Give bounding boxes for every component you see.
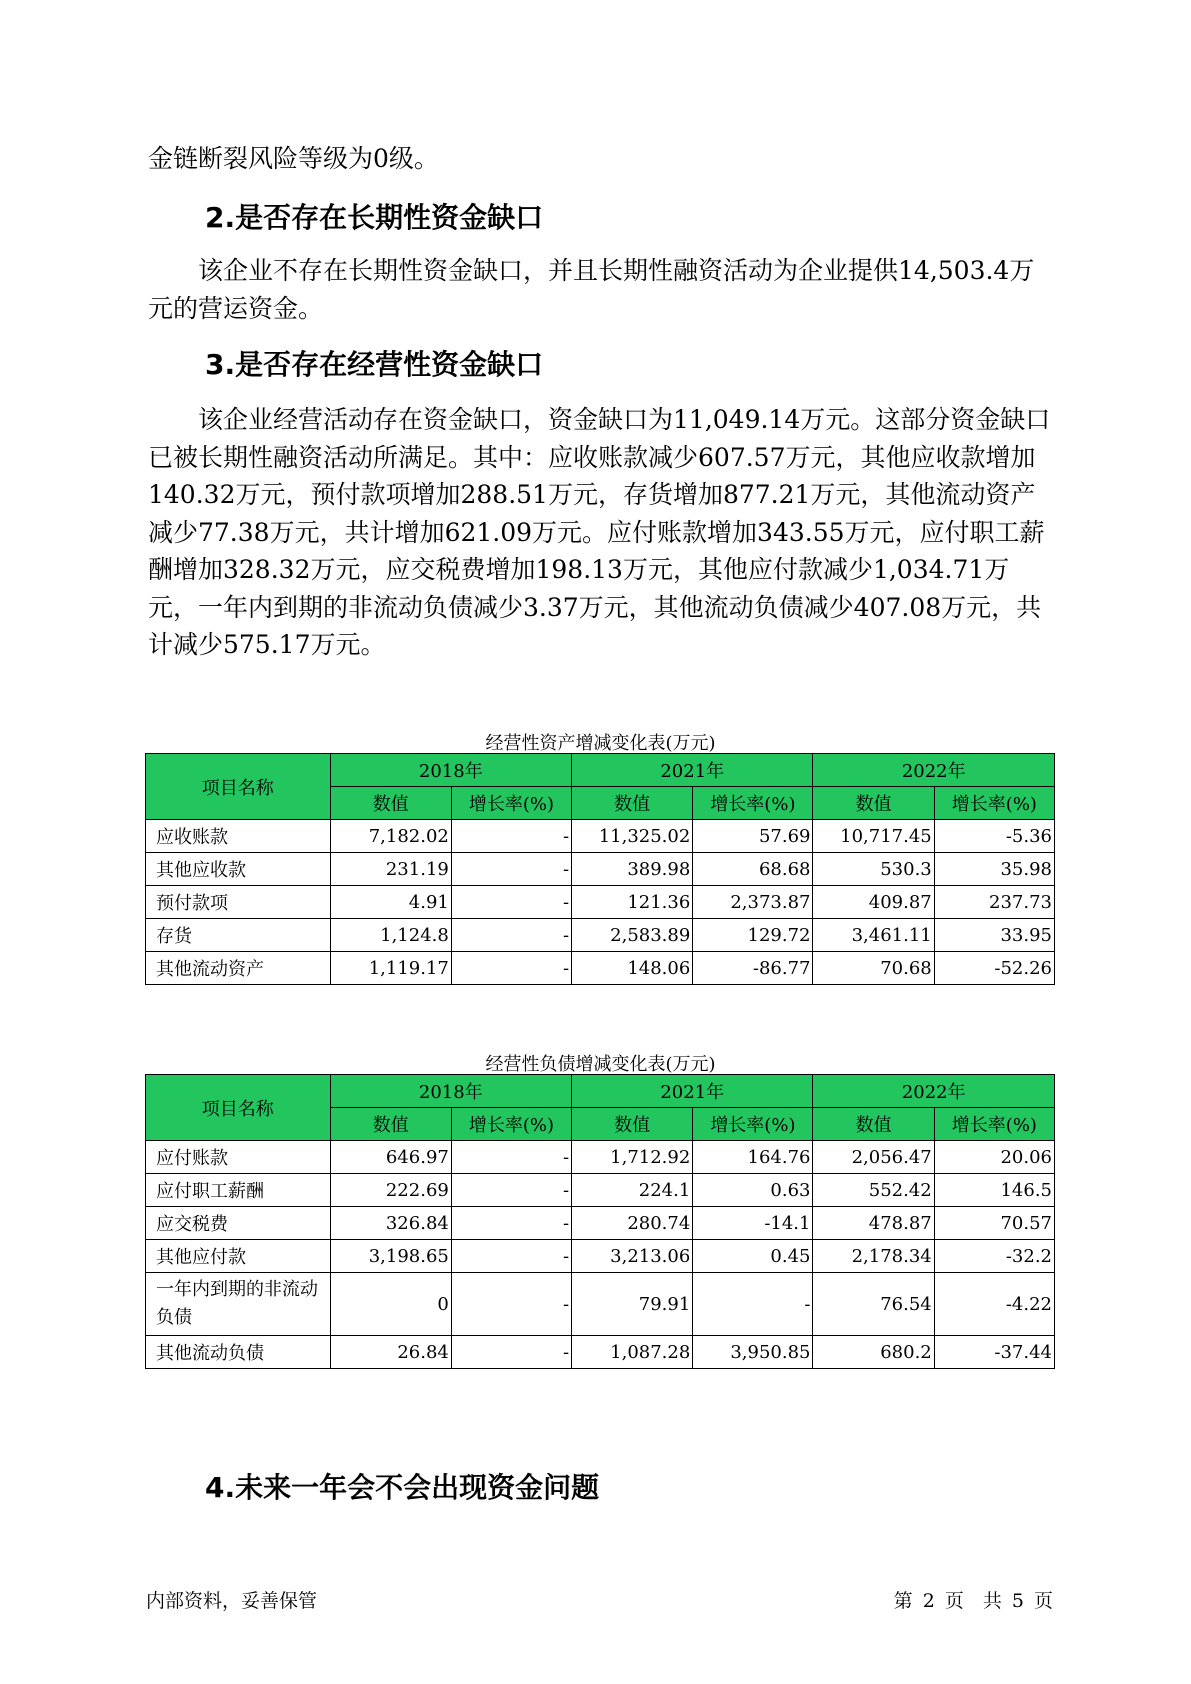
cell-value: 224.1	[572, 1174, 693, 1207]
table-row	[146, 1174, 1055, 1207]
table-row	[146, 1207, 1055, 1240]
cell-growth: 0.45	[693, 1240, 813, 1273]
cell-value: 7,182.02	[330, 820, 451, 853]
cell-growth: -	[451, 1336, 571, 1369]
header-year-2022: 2022年	[813, 1075, 1055, 1108]
table-row	[146, 853, 1055, 886]
header-year-2021: 2021年	[572, 1075, 813, 1108]
header-growth: 增长率(%)	[693, 787, 813, 820]
cell-value: 552.42	[813, 1174, 934, 1207]
footer-page-number: 第 2 页 共 5 页	[893, 1590, 1053, 1612]
cell-value: 680.2	[813, 1336, 934, 1369]
table-row	[146, 886, 1055, 919]
header-value: 数值	[813, 1108, 934, 1141]
cell-value: 11,325.02	[572, 820, 693, 853]
row-label: 其他应付款	[146, 1240, 331, 1273]
cell-growth: -	[451, 853, 571, 886]
table-row	[146, 1336, 1055, 1369]
table-row	[146, 1273, 1055, 1336]
cell-growth: -	[451, 820, 571, 853]
cell-value: 121.36	[572, 886, 693, 919]
cell-growth: -86.77	[693, 952, 813, 985]
row-label: 其他应收款	[146, 853, 331, 886]
cell-value: 26.84	[330, 1336, 451, 1369]
cell-value: 646.97	[330, 1141, 451, 1174]
cell-growth: -	[451, 1273, 571, 1336]
row-label: 应收账款	[146, 820, 331, 853]
cell-growth: 20.06	[934, 1141, 1054, 1174]
section-heading-2: 2.是否存在长期性资金缺口	[205, 201, 544, 234]
cell-growth: -	[451, 1207, 571, 1240]
table-caption-assets: 经营性资产增减变化表(万元)	[485, 733, 716, 754]
cell-value: 1,087.28	[572, 1336, 693, 1369]
cell-growth: 129.72	[693, 919, 813, 952]
paragraph-risk-level: 金链断裂风险等级为0级。	[148, 144, 439, 173]
cell-value: 70.68	[813, 952, 934, 985]
cell-value: 4.91	[330, 886, 451, 919]
cell-value: 222.69	[330, 1174, 451, 1207]
cell-value: 478.87	[813, 1207, 934, 1240]
header-year-2022: 2022年	[813, 754, 1055, 787]
cell-value: 3,461.11	[813, 919, 934, 952]
cell-growth: 68.68	[693, 853, 813, 886]
cell-growth: -	[451, 886, 571, 919]
header-growth: 增长率(%)	[934, 1108, 1054, 1141]
table-row	[146, 952, 1055, 985]
header-value: 数值	[572, 787, 693, 820]
cell-value: 1,712.92	[572, 1141, 693, 1174]
header-growth: 增长率(%)	[693, 1108, 813, 1141]
row-label: 预付款项	[146, 886, 331, 919]
header-item-name: 项目名称	[146, 754, 331, 820]
cell-value: 1,119.17	[330, 952, 451, 985]
header-value: 数值	[572, 1108, 693, 1141]
cell-value: 2,178.34	[813, 1240, 934, 1273]
row-label: 存货	[146, 919, 331, 952]
cell-value: 530.3	[813, 853, 934, 886]
header-item-name: 项目名称	[146, 1075, 331, 1141]
cell-growth: -	[451, 1141, 571, 1174]
cell-value: 2,583.89	[572, 919, 693, 952]
cell-growth: 164.76	[693, 1141, 813, 1174]
cell-value: 79.91	[572, 1273, 693, 1336]
cell-value: 326.84	[330, 1207, 451, 1240]
row-label: 其他流动负债	[146, 1336, 331, 1369]
operating-liabilities-table	[145, 1074, 1055, 1369]
cell-value: 3,198.65	[330, 1240, 451, 1273]
cell-value: 2,056.47	[813, 1141, 934, 1174]
header-growth: 增长率(%)	[451, 1108, 571, 1141]
table-caption-liabilities: 经营性负债增减变化表(万元)	[485, 1054, 716, 1075]
cell-growth: 2,373.87	[693, 886, 813, 919]
cell-value: 409.87	[813, 886, 934, 919]
cell-growth: -5.36	[934, 820, 1054, 853]
cell-growth: 35.98	[934, 853, 1054, 886]
header-year-2018: 2018年	[330, 1075, 571, 1108]
row-label: 应付账款	[146, 1141, 331, 1174]
footer-confidential-note: 内部资料，妥善保管	[146, 1590, 318, 1612]
cell-growth: -14.1	[693, 1207, 813, 1240]
cell-value: 0	[330, 1273, 451, 1336]
paragraph-operating-gap: 该企业经营活动存在资金缺口，资金缺口为11,049.14万元。这部分资金缺口已被长期性融资活动所满足。其中：应收账款减少607.57万元，其他应收款增加140.32万元，预付款项增加288.51万元，存货增加877.21万元，其他流动资产减少77.38万元，共计增加621.09万元。应付账款增加343.55万元，应付职工薪酬增加328.32万元，应交税费增加198.13万元，其他应付款减少1,034.71万元，一年内到期的非流动负债减少3.37万元，其他流动负债减少407.08万元，共计减少575.17万元。	[148, 405, 1051, 659]
cell-value: 389.98	[572, 853, 693, 886]
cell-value: 231.19	[330, 853, 451, 886]
cell-growth: -	[451, 1240, 571, 1273]
section-heading-4: 4.未来一年会不会出现资金问题	[205, 1471, 600, 1504]
header-year-2021: 2021年	[572, 754, 813, 787]
row-label: 应交税费	[146, 1207, 331, 1240]
cell-growth: -32.2	[934, 1240, 1054, 1273]
cell-growth: -	[451, 952, 571, 985]
operating-assets-table	[145, 753, 1055, 985]
row-label: 其他流动资产	[146, 952, 331, 985]
cell-growth: 33.95	[934, 919, 1054, 952]
cell-growth: 0.63	[693, 1174, 813, 1207]
cell-value: 280.74	[572, 1207, 693, 1240]
table-row	[146, 1240, 1055, 1273]
header-value: 数值	[813, 787, 934, 820]
cell-value: 1,124.8	[330, 919, 451, 952]
cell-growth: -	[451, 919, 571, 952]
cell-growth: 70.57	[934, 1207, 1054, 1240]
cell-growth: 57.69	[693, 820, 813, 853]
header-value: 数值	[330, 787, 451, 820]
cell-value: 10,717.45	[813, 820, 934, 853]
cell-value: 76.54	[813, 1273, 934, 1336]
header-value: 数值	[330, 1108, 451, 1141]
cell-growth: -52.26	[934, 952, 1054, 985]
header-year-2018: 2018年	[330, 754, 571, 787]
cell-growth: 146.5	[934, 1174, 1054, 1207]
table-row	[146, 919, 1055, 952]
cell-growth: -	[693, 1273, 813, 1336]
table-row	[146, 820, 1055, 853]
cell-value: 3,213.06	[572, 1240, 693, 1273]
cell-growth: -37.44	[934, 1336, 1054, 1369]
row-label: 应付职工薪酬	[146, 1174, 331, 1207]
header-growth: 增长率(%)	[934, 787, 1054, 820]
section-heading-3: 3.是否存在经营性资金缺口	[205, 348, 544, 381]
table-row	[146, 1141, 1055, 1174]
cell-growth: -	[451, 1174, 571, 1207]
cell-growth: -4.22	[934, 1273, 1054, 1336]
header-growth: 增长率(%)	[451, 787, 571, 820]
cell-growth: 237.73	[934, 886, 1054, 919]
cell-growth: 3,950.85	[693, 1336, 813, 1369]
row-label: 一年内到期的非流动负债	[146, 1273, 331, 1336]
cell-value: 148.06	[572, 952, 693, 985]
paragraph-long-term-gap: 该企业不存在长期性资金缺口，并且长期性融资活动为企业提供14,503.4万元的营运资金。	[148, 256, 1035, 323]
